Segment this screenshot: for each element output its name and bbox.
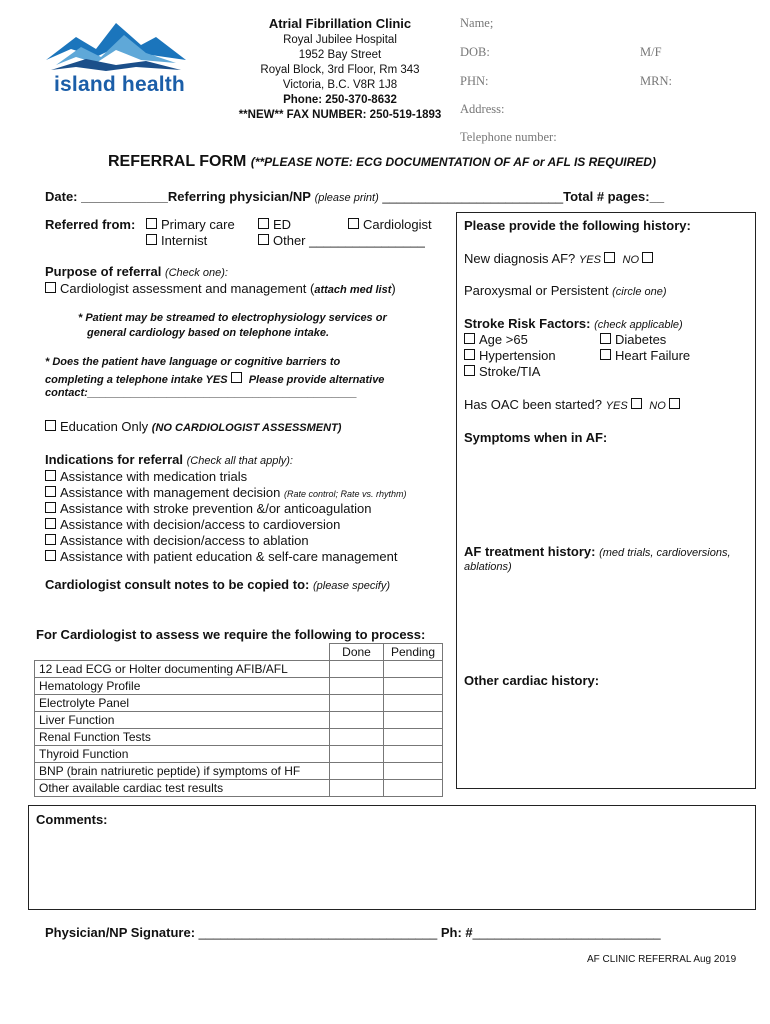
indications-heading: Indications for referral (Check all that apply): [45, 452, 293, 467]
checkbox-heart-failure[interactable]: Heart Failure [600, 348, 690, 363]
checkbox-oac-no[interactable] [669, 398, 680, 409]
signature-label: Physician/NP Signature: [45, 925, 196, 940]
form-title-row [108, 153, 656, 171]
pending-cell[interactable] [384, 695, 443, 712]
checkbox-indication-education[interactable]: Assistance with patient education & self-care management [45, 549, 397, 564]
tests-heading: For Cardiologist to assess we require the following to process: [36, 627, 426, 642]
checkbox-icon[interactable] [258, 218, 269, 229]
patient-address-field[interactable]: Address: [460, 102, 505, 116]
checkbox-other[interactable]: Other ________________ [258, 233, 425, 248]
checkbox-icon[interactable] [146, 234, 157, 245]
phone-number: Phone: 250-370-8632 [283, 94, 397, 106]
checkbox-icon[interactable] [45, 282, 56, 293]
checkbox-icon[interactable] [45, 518, 56, 529]
done-cell[interactable] [330, 712, 384, 729]
done-cell[interactable] [330, 661, 384, 678]
treatment-history-label: AF treatment history: (med trials, cardioversions, [464, 544, 731, 559]
checkbox-icon[interactable] [45, 534, 56, 545]
column-done: Done [330, 644, 384, 661]
clinic-name: Atrial Fibrillation Clinic [268, 16, 412, 31]
pending-cell[interactable] [384, 729, 443, 746]
checkbox-oac-yes[interactable] [631, 398, 642, 409]
symptoms-label: Symptoms when in AF: [464, 430, 608, 445]
comments-box[interactable] [28, 805, 756, 910]
checkbox-icon[interactable] [348, 218, 359, 229]
table-row: Hematology Profile [35, 678, 443, 695]
pending-cell[interactable] [384, 780, 443, 797]
streaming-note-line2: general cardiology based on telephone intake. [87, 327, 330, 339]
table-row: BNP (brain natriuretic peptide) if symptoms of HF [35, 763, 443, 780]
table-row: 12 Lead ECG or Holter documenting AFIB/AFL [35, 661, 443, 678]
pending-cell[interactable] [384, 746, 443, 763]
date-field[interactable]: Date: ____________ [45, 189, 168, 204]
new-diagnosis-row: New diagnosis AF? YES NO [464, 251, 657, 266]
checkbox-indication-management[interactable]: Assistance with management decision (Rate control; Rate vs. rhythm) [45, 485, 407, 500]
total-pages-field[interactable]: Total # pages:__ [563, 189, 665, 204]
checkbox-indication-cardioversion[interactable]: Assistance with decision/access to cardioversion [45, 517, 340, 532]
done-cell[interactable] [330, 746, 384, 763]
island-health-logo [46, 15, 186, 105]
done-cell[interactable] [330, 763, 384, 780]
block-address: Royal Block, 3rd Floor, Rm 343 [260, 64, 420, 76]
checkbox-cardiologist-assessment[interactable]: Cardiologist assessment and management (attach med list) [45, 281, 396, 296]
checkbox-icon[interactable] [600, 349, 611, 360]
table-row: Thyroid Function [35, 746, 443, 763]
checkbox-icon[interactable] [600, 333, 611, 344]
tests-table [34, 643, 443, 797]
checkbox-icon[interactable] [258, 234, 269, 245]
date-physician-row [45, 189, 664, 204]
hospital-name: Royal Jubilee Hospital [283, 34, 397, 46]
checkbox-stroke-tia[interactable]: Stroke/TIA [464, 364, 540, 379]
table-row: Renal Function Tests [35, 729, 443, 746]
checkbox-cardiologist[interactable]: Cardiologist [348, 217, 432, 232]
pending-cell[interactable] [384, 661, 443, 678]
mountains-icon [46, 15, 186, 75]
physician-hint: (please print) [314, 192, 379, 204]
paroxysmal-row[interactable]: Paroxysmal or Persistent (circle one) [464, 283, 667, 298]
patient-phn-field[interactable]: PHN: [460, 74, 489, 88]
history-box [456, 212, 756, 789]
patient-sex-field[interactable]: M/F [640, 45, 662, 59]
phone-field[interactable]: __________________________ [472, 925, 661, 940]
checkbox-indication-ablation[interactable]: Assistance with decision/access to ablation [45, 533, 309, 548]
purpose-heading: Purpose of referral (Check one): [45, 264, 228, 279]
checkbox-diabetes[interactable]: Diabetes [600, 332, 666, 347]
patient-dob-field[interactable]: DOB: [460, 45, 490, 59]
checkbox-ed[interactable]: ED [258, 217, 291, 232]
done-cell[interactable] [330, 780, 384, 797]
table-row: Other available cardiac test results [35, 780, 443, 797]
table-header-row [35, 644, 443, 661]
pending-cell[interactable] [384, 763, 443, 780]
streaming-note-line1: * Patient may be streamed to electrophysiology services or [78, 312, 387, 324]
comments-label: Comments: [36, 812, 108, 827]
other-cardiac-history-label: Other cardiac history: [464, 673, 600, 688]
checkbox-icon[interactable] [464, 349, 475, 360]
checkbox-icon[interactable] [45, 470, 56, 481]
logo-text: island health [54, 73, 185, 96]
checkbox-education-only[interactable]: Education Only (NO CARDIOLOGIST ASSESSMENT) [45, 419, 341, 434]
street-address: 1952 Bay Street [298, 49, 382, 61]
patient-telephone-field[interactable]: Telephone number: [460, 130, 557, 144]
fax-number: **NEW** FAX NUMBER: 250-519-1893 [238, 109, 442, 121]
copy-to-field[interactable]: Cardiologist consult notes to be copied to: (please specify) [45, 577, 391, 592]
checkbox-icon[interactable] [464, 365, 475, 376]
checkbox-icon[interactable] [464, 333, 475, 344]
table-row: Electrolyte Panel [35, 695, 443, 712]
pending-cell[interactable] [384, 678, 443, 695]
referred-from-label: Referred from: [45, 217, 136, 232]
pending-cell[interactable] [384, 712, 443, 729]
patient-name-field[interactable]: Name; [460, 16, 494, 30]
alternative-contact-field[interactable]: contact:____________________________________________ [45, 387, 357, 399]
checkbox-indication-stroke[interactable]: Assistance with stroke prevention &/or anticoagulation [45, 501, 371, 516]
checkbox-age[interactable]: Age >65 [464, 332, 528, 347]
table-row: Liver Function [35, 712, 443, 729]
checkbox-icon[interactable] [45, 550, 56, 561]
treatment-hint-line2: ablations) [464, 561, 512, 573]
phone-label: Ph: # [440, 925, 473, 940]
form-title-note: (**PLEASE NOTE: ECG DOCUMENTATION OF AF or AFL IS REQUIRED) [250, 155, 656, 169]
city-address: Victoria, B.C. V8R 1J8 [282, 79, 398, 91]
checkbox-icon[interactable] [45, 486, 56, 497]
form-title: REFERRAL FORM [108, 153, 247, 170]
patient-mrn-field[interactable]: MRN: [640, 74, 672, 88]
checkbox-icon[interactable] [146, 218, 157, 229]
physician-field[interactable]: _________________________ [382, 189, 564, 204]
done-cell[interactable] [330, 695, 384, 712]
checkbox-internist[interactable]: Internist [146, 233, 207, 248]
history-heading: Please provide the following history: [464, 218, 691, 233]
physician-label: Referring physician/NP [167, 189, 311, 204]
stroke-risk-heading: Stroke Risk Factors: (check applicable) [464, 316, 683, 331]
checkbox-yes-barrier[interactable] [231, 372, 242, 383]
column-pending: Pending [384, 644, 443, 661]
signature-row [45, 925, 661, 940]
checkbox-new-dx-yes[interactable] [604, 252, 615, 263]
checkbox-indication-medication[interactable]: Assistance with medication trials [45, 469, 247, 484]
signature-field[interactable]: _________________________________ [198, 925, 438, 940]
checkbox-new-dx-no[interactable] [642, 252, 653, 263]
barrier-note-line1: * Does the patient have language or cognitive barriers to [45, 356, 341, 368]
form-version: AF CLINIC REFERRAL Aug 2019 [587, 954, 737, 965]
checkbox-icon[interactable] [45, 502, 56, 513]
checkbox-icon[interactable] [45, 420, 56, 431]
done-cell[interactable] [330, 678, 384, 695]
oac-row: Has OAC been started? YES NO [464, 397, 684, 412]
checkbox-hypertension[interactable]: Hypertension [464, 348, 556, 363]
checkbox-primary-care[interactable]: Primary care [146, 217, 235, 232]
done-cell[interactable] [330, 729, 384, 746]
barrier-note-line2: completing a telephone intake YES Please provide alternative [45, 374, 385, 386]
